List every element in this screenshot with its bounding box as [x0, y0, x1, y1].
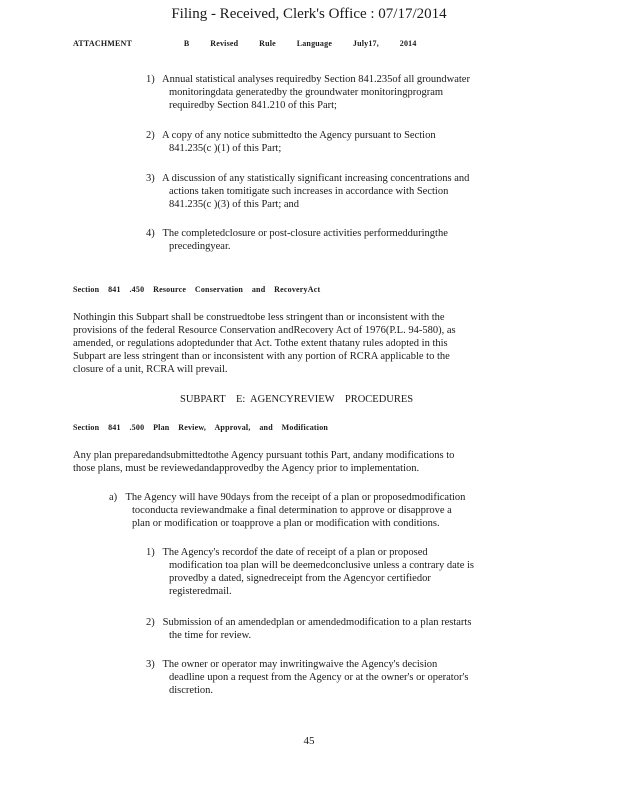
paragraph-line: those plans, must be reviewedandapprovedby the Agency prior to implementation.	[73, 463, 420, 474]
list-text: The Agency's recordof the date of receipt of a plan or proposed	[162, 547, 428, 558]
page-number: 45	[303, 735, 315, 747]
list-number: 1)	[146, 74, 155, 85]
paragraph-line: Subpart are less stringent than or inconsistent with any portion of RCRA applicable to the	[73, 351, 450, 362]
list-text: 841.235(c )(1) of this Part;	[169, 143, 282, 154]
section-heading: Section 841 .500 Plan Review, Approval, and Modification	[73, 423, 329, 432]
paragraph-line: Nothingin this Subpart shall be construedtobe less stringent than or inconsistent with the	[73, 312, 445, 323]
attachment-line: ATTACHMENT B Revised Rule Language July17, 2014	[73, 39, 417, 48]
list-item	[146, 227, 516, 253]
list-text: precedingyear.	[169, 241, 231, 252]
paragraph-line: provisions of the federal Resource Conservation andRecovery Act of 1976(P.L. 94-580), as	[73, 325, 456, 336]
list-item	[109, 491, 519, 530]
list-text: The completedclosure or post-closure activities performedduringthe	[162, 228, 448, 239]
filing-header: Filing - Received, Clerk's Office : 07/17/2014	[171, 6, 447, 22]
paragraph-line: amended, or regulations adoptedunder that Act. Tothe extent thatany rules adopted in this	[73, 338, 448, 349]
list-text: modification toa plan will be deemedconclusive unless a contrary date is	[169, 560, 474, 571]
list-item	[146, 172, 516, 211]
paragraph-line: closure of a unit, RCRA will prevail.	[73, 364, 228, 375]
list-text: Annual statistical analyses requiredby Section 841.235of all groundwater	[162, 74, 470, 85]
list-text: A copy of any notice submittedto the Agency pursuant to Section	[162, 130, 436, 141]
list-text: requiredby Section 841.210 of this Part;	[169, 100, 337, 111]
section-heading: Section 841 .450 Resource Conservation and RecoveryAct	[73, 285, 321, 294]
list-text: the time for review.	[169, 630, 252, 641]
list-item	[146, 129, 516, 155]
list-text: registeredmail.	[169, 586, 232, 597]
list-text: monitoringdata generatedby the groundwater monitoringprogram	[169, 87, 444, 98]
list-number: 2)	[146, 617, 155, 628]
list-text: 841.235(c )(3) of this Part; and	[169, 199, 300, 210]
list-text: The owner or operator may inwritingwaive the Agency's decision	[162, 659, 438, 670]
list-item	[146, 73, 516, 112]
section-paragraph	[73, 449, 523, 475]
list-number: 4)	[146, 228, 155, 239]
list-text: Submission of an amendedplan or amendedmodification to a plan restarts	[162, 617, 472, 628]
list-number: 3)	[146, 659, 155, 670]
paragraph-line: Any plan preparedandsubmittedtothe Agency pursuant tothis Part, andany modifications to	[73, 450, 455, 461]
list-text: actions taken tomitigate such increases in accordance with Section	[169, 186, 449, 197]
list-text: discretion.	[169, 685, 214, 696]
list-number: 1)	[146, 547, 155, 558]
section-paragraph	[73, 311, 523, 376]
list-item	[146, 546, 536, 598]
list-number: a)	[109, 492, 118, 503]
list-text: provedby a dated, signedreceipt from the Agencyor certifiedor	[169, 573, 431, 584]
list-text: toconducta reviewandmake a final determination to approve or disapprove a	[132, 505, 452, 516]
subpart-title: SUBPART E: AGENCYREVIEW PROCEDURES	[180, 394, 414, 405]
list-text: deadline upon a request from the Agency or at the owner's or operator's	[169, 672, 469, 683]
list-number: 2)	[146, 130, 155, 141]
list-item	[146, 616, 536, 642]
list-text: The Agency will have 90days from the receipt of a plan or proposedmodification	[125, 492, 466, 503]
list-text: plan or modification or toapprove a plan or modification with conditions.	[132, 518, 440, 529]
list-number: 3)	[146, 173, 155, 184]
list-item	[146, 658, 536, 697]
list-text: A discussion of any statistically significant increasing concentrations and	[162, 173, 470, 184]
